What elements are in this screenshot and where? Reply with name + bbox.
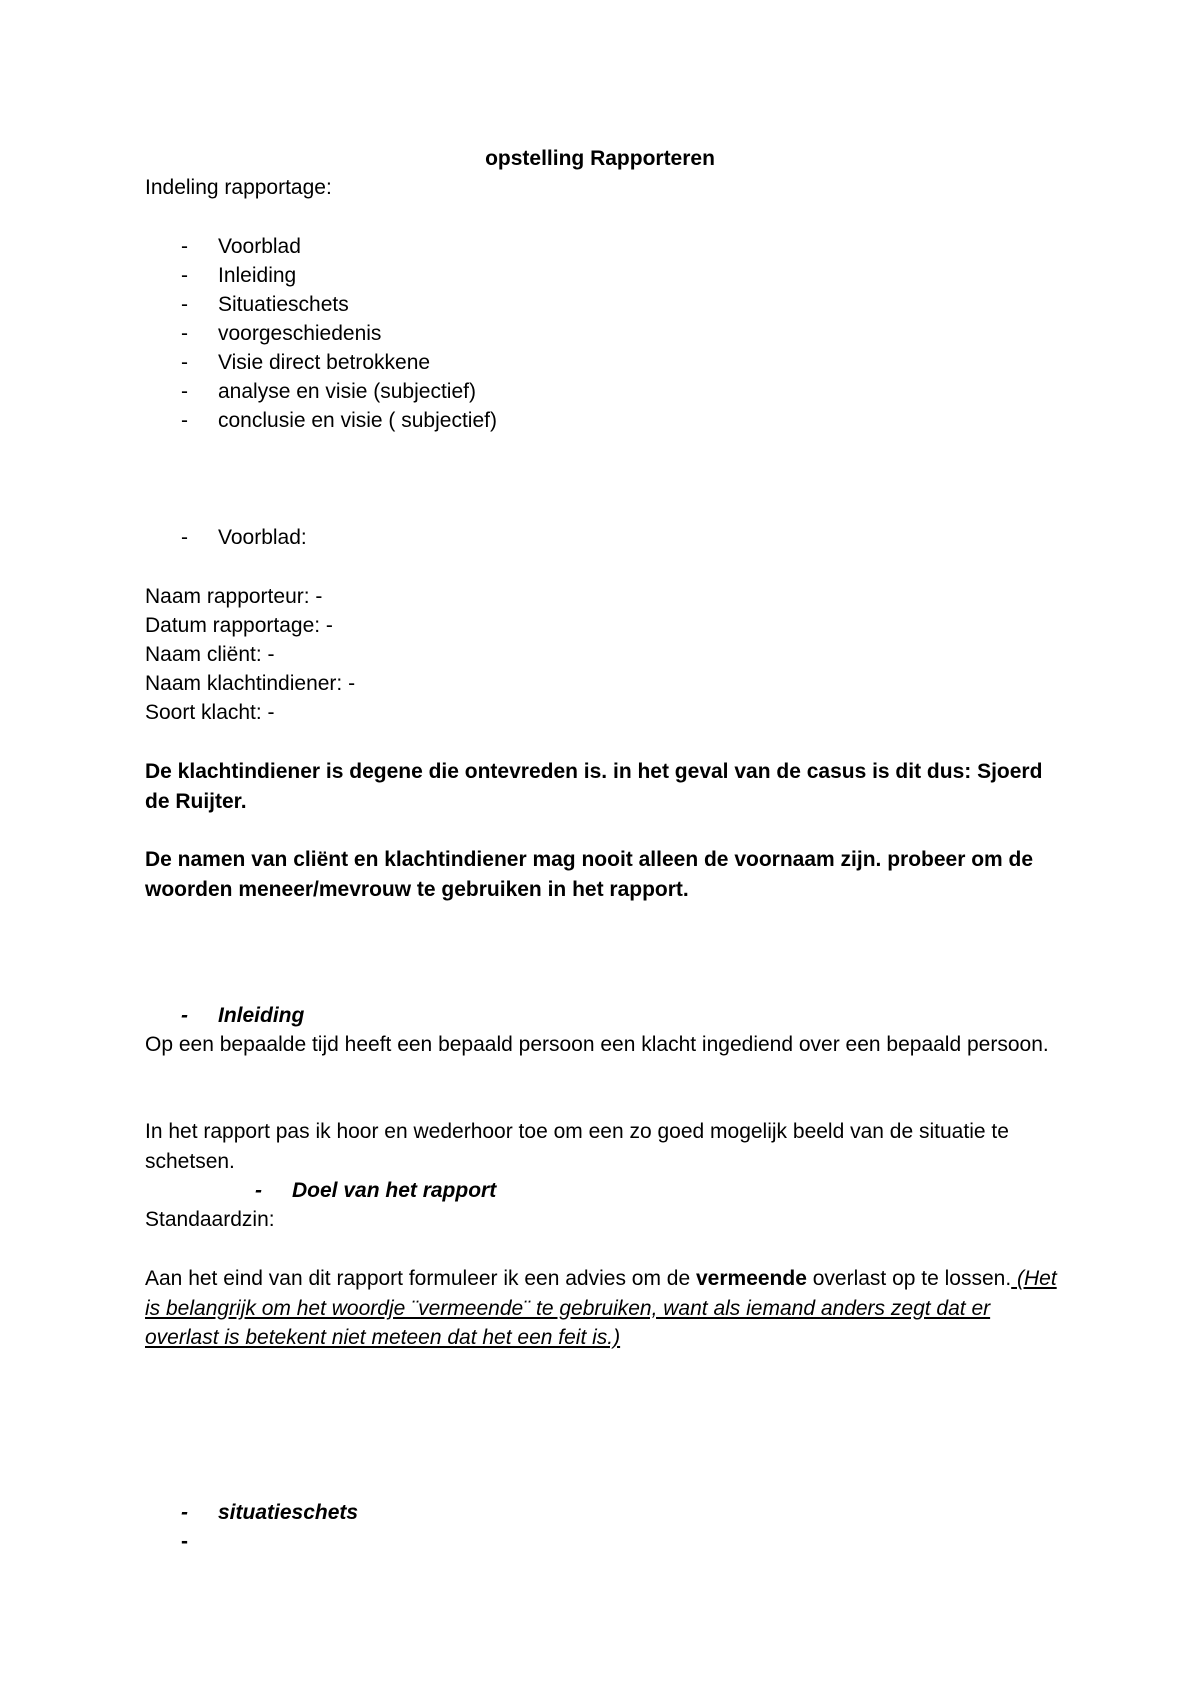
bullet-dash: - bbox=[181, 351, 188, 374]
inleiding-paragraph-2: In het rapport pas ik hoor en wederhoor toe om een zo goed mogelijk beeld van de situatie te schetsen. bbox=[145, 1120, 1009, 1173]
field-line: Soort klacht: - bbox=[145, 701, 275, 724]
bullet-dash: - bbox=[181, 380, 188, 403]
situatieschets-heading bbox=[181, 1498, 358, 1528]
document-title: opstelling Rapporteren bbox=[485, 147, 715, 170]
advies-emphasis: vermeende bbox=[695, 1267, 807, 1290]
indeling-label: Indeling rapportage: bbox=[145, 176, 332, 199]
inleiding-heading bbox=[181, 1001, 304, 1031]
note-klachtindiener: De klachtindiener is degene die ontevreden is. in het geval van de casus is dit dus: Sjoerd de Ruijter. bbox=[145, 760, 1043, 813]
list-item bbox=[181, 261, 296, 291]
bullet-dash: - bbox=[255, 1179, 262, 1202]
situatieschets-heading-text: situatieschets bbox=[218, 1501, 359, 1524]
doel-heading-text: Doel van het rapport bbox=[292, 1179, 497, 1202]
list-item bbox=[181, 290, 349, 320]
bullet-dash: - bbox=[181, 322, 188, 345]
bullet-dash: - bbox=[181, 264, 188, 287]
list-item bbox=[181, 377, 476, 407]
list-item-text: conclusie en visie ( subjectief) bbox=[218, 409, 497, 432]
voorblad-heading-text: Voorblad: bbox=[218, 526, 307, 549]
bullet-dash: - bbox=[181, 1004, 188, 1027]
list-item-text: voorgeschiedenis bbox=[218, 322, 382, 345]
list-item bbox=[181, 319, 381, 349]
list-item-text: analyse en visie (subjectief) bbox=[218, 380, 476, 403]
standaardzin-label: Standaardzin: bbox=[145, 1208, 275, 1231]
field-line: Naam klachtindiener: - bbox=[145, 672, 356, 695]
field-line: Naam cliënt: - bbox=[145, 643, 275, 666]
field-line: Datum rapportage: - bbox=[145, 614, 333, 637]
list-item-text: Situatieschets bbox=[218, 293, 349, 316]
doel-heading bbox=[255, 1176, 496, 1206]
advies-text-end: overlast op te lossen. bbox=[806, 1267, 1012, 1290]
field-line: Naam rapporteur: - bbox=[145, 585, 323, 608]
note-namen: De namen van cliënt en klachtindiener mag nooit alleen de voornaam zijn. probeer om de woorden meneer/mevrouw te gebruiken in het rapport. bbox=[145, 848, 1034, 901]
bullet-dash: - bbox=[181, 293, 188, 316]
inleiding-paragraph-1: Op een bepaalde tijd heeft een bepaald persoon een klacht ingediend over een bepaald persoon. bbox=[145, 1033, 1049, 1056]
bullet-dash: - bbox=[181, 409, 188, 432]
advies-text-start: Aan het eind van dit rapport formuleer ik een advies om de bbox=[145, 1267, 696, 1290]
list-item bbox=[181, 348, 430, 378]
list-item bbox=[181, 406, 497, 436]
inleiding-heading-text: Inleiding bbox=[218, 1004, 305, 1027]
bullet-dash: - bbox=[181, 235, 188, 258]
bullet-dash: - bbox=[181, 1501, 188, 1524]
advies-note: (Het is belangrijk om het woordje ¨vermeende¨ te gebruiken, want als iemand anders zegt dat er overlast is betekent niet meteen dat het een feit is.) bbox=[145, 1267, 1057, 1349]
list-item-text: Visie direct betrokkene bbox=[218, 351, 431, 374]
advies-paragraph bbox=[145, 1264, 1065, 1353]
list-item-text: Inleiding bbox=[218, 264, 297, 287]
bullet-dash: - bbox=[181, 526, 188, 549]
empty-bullet: - bbox=[181, 1530, 188, 1553]
voorblad-heading bbox=[181, 523, 307, 553]
list-item-text: Voorblad bbox=[218, 235, 301, 258]
list-item bbox=[181, 232, 301, 262]
